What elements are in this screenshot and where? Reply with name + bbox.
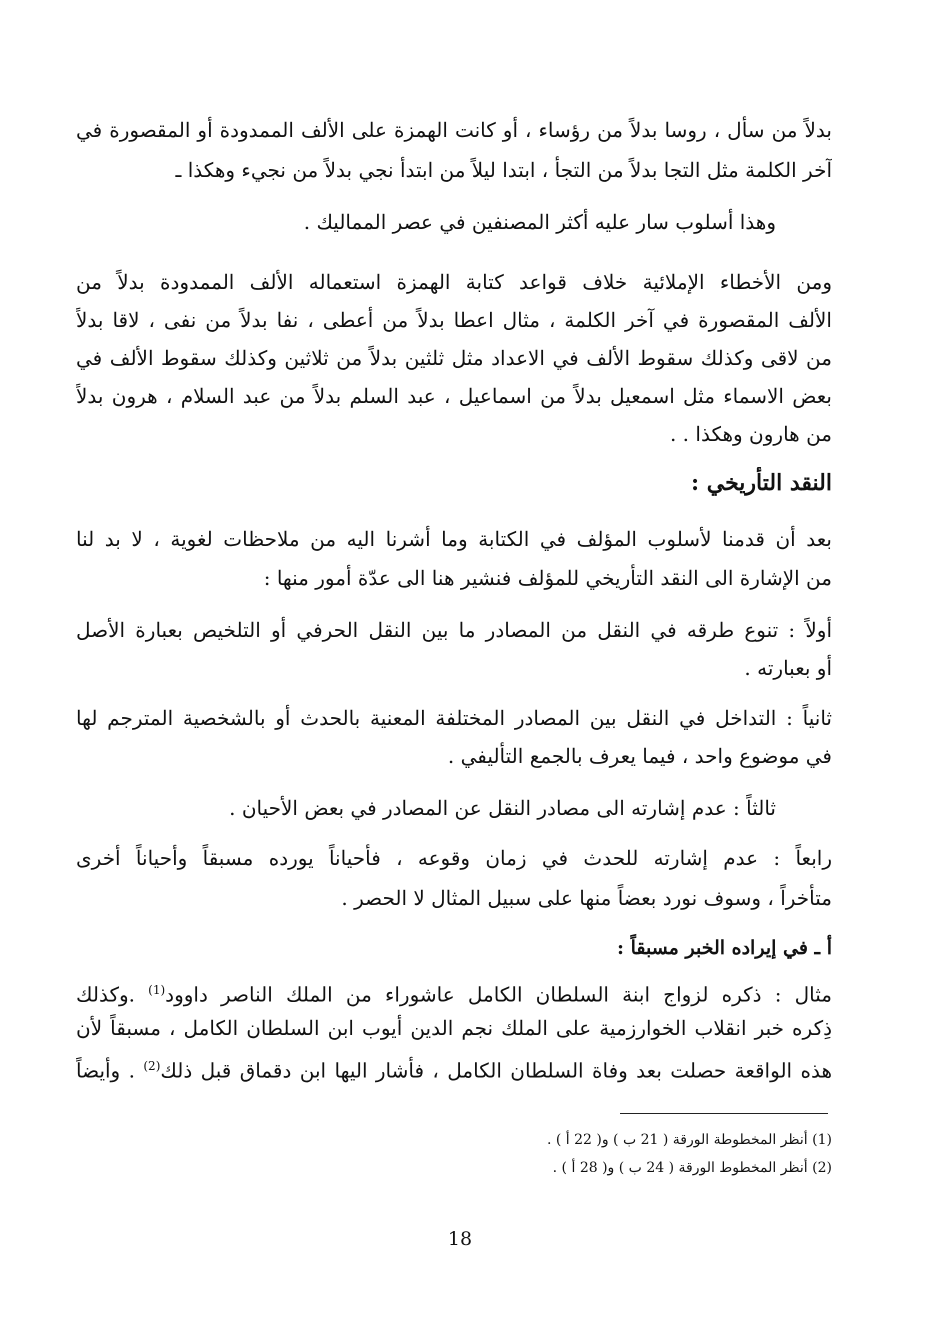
text-line [76,974,832,1011]
section-heading: النقد التأريخي : [690,470,832,496]
text-line: أولاً : تنوع طرقه في النقل من المصادر ما بين النقل الحرفي أو التلخيص بعبارة الأصل [76,618,832,642]
text-line: أو بعبارته . [744,656,832,680]
text-line: آخر الكلمة مثل التجا بدلاً من التجأ ، ابتدا ليلاً من ابتدأ نجي بدلاً من نجيء وهكذا ـ [175,158,832,182]
footnote-divider [620,1113,828,1114]
text-segment: .وكذلك [76,982,149,1007]
text-line: ثالثاً : عدم إشارته الى مصادر النقل عن المصادر في بعض الأحيان . [229,796,776,820]
text-line: بعض الاسماء مثل اسمعيل بدلاً من اسماعيل ، عبد السلم بدلاً من عبد السلام ، هرون بدلاً [76,384,832,408]
text-line: وهذا أسلوب سار عليه أكثر المصنفين في عصر المماليك . [303,210,776,234]
footnote: (2) أنظر المخطوط الورقة ( 24 ب ) و( 28 أ ) . [552,1160,832,1176]
text-segment: . وأيضاً [76,1058,144,1083]
text-line: ثانياً : التداخل في النقل بين المصادر المختلفة المعنية بالحدث أو بالشخصية المترجم لها [76,706,832,730]
text-line: متأخراً ، وسوف نورد بعضاً منها على سبيل المثال لا الحصر . [341,886,832,910]
text-line: بدلاً من سأل ، روسا بدلاً من رؤساء ، أو كانت الهمزة على الألف الممدودة أو المقصورة في [76,118,832,142]
text-line: من هارون وهكذا . . [669,422,832,446]
text-line: ومن الأخطاء الإملائية خلاف قواعد كتابة الهمزة استعماله الألف الممدودة بدلاً من [76,270,832,294]
text-line: الألف المقصورة في آخر الكلمة ، مثال اعطا بدلاً من أعطى ، نفا بدلاً من نفى ، لاقا بدلاً [76,308,832,332]
page-number: 18 [447,1228,473,1250]
footnote: (1) أنظر المخطوطة الورقة ( 21 ب ) و( 22 أ ) . [546,1132,832,1148]
footnote-marker: (1) [148,983,166,997]
text-segment: هذه الواقعة حصلت بعد وفاة السلطان الكامل ، فأشار اليها ابن دقماق قبل ذلك [160,1058,832,1083]
footnote-marker: (2) [143,1059,161,1073]
text-line: من لاقى وكذلك سقوط الألف في الاعداد مثل ثلثين بدلاً من ثلاثين وكذلك سقوط الألف في [76,346,832,370]
text-segment: مثال : ذكره لزواج ابنة السلطان الكامل عاشوراء من الملك الناصر داوود [165,982,832,1007]
text-line: من الإشارة الى النقد التأريخي للمؤلف فنشير هنا الى عدّة أمور منها : [263,566,832,590]
subsection-heading: أ ـ في إيراده الخبر مسبقاً : [616,937,832,959]
text-line: في موضوع واحد ، فيما يعرف بالجمع التأليفي . [447,744,832,768]
text-line: رابعاً : عدم إشارته للحدث في زمان وقوعه ، فأحياناً يورده مسبقاً وأحياناً أخرى [76,846,832,870]
text-line [76,1050,832,1087]
text-line: ذِكره خبر انقلاب الخوارزمية على الملك نجم الدين أيوب ابن السلطان الكامل ، مسبقاً لأن [76,1016,832,1040]
text-line: بعد أن قدمنا لأسلوب المؤلف في الكتابة وما أشرنا اليه من ملاحظات لغوية ، لا بد لنا [76,527,832,551]
